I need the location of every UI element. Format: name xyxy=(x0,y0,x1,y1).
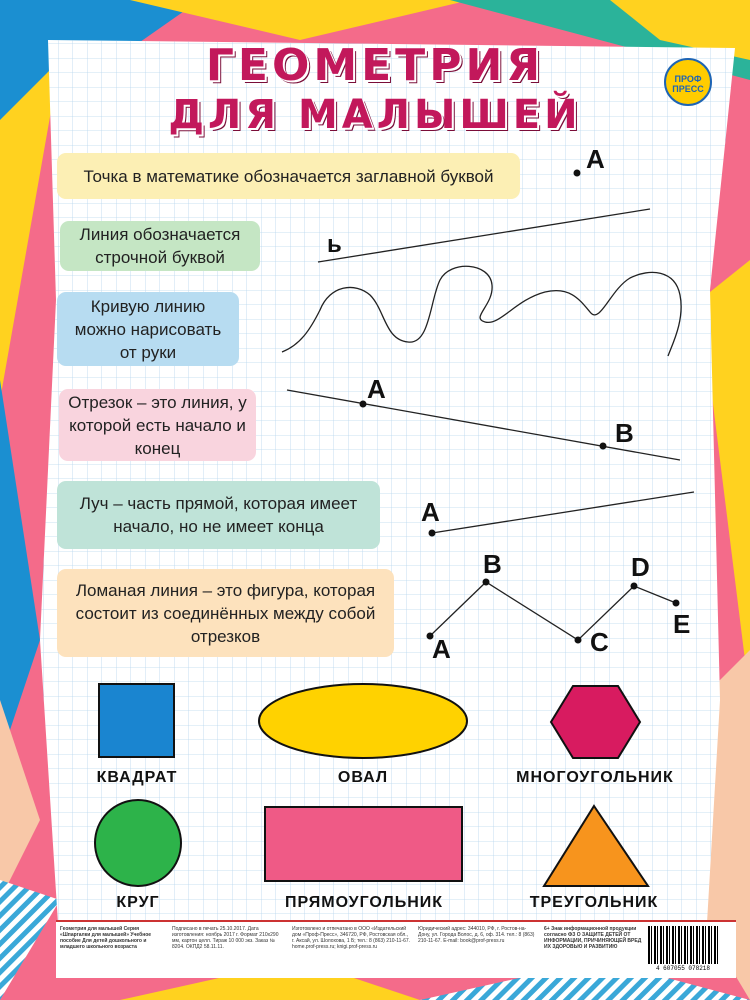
broken-line xyxy=(430,582,676,640)
ray-line xyxy=(432,492,694,533)
imprint-col-5: 6+ Знак информационной продукции согласно ФЗ О ЗАЩИТЕ ДЕТЕЙ ОТ ИНФОРМАЦИИ, ПРИЧИНЯЮЩЕЙ ВРЕД ИХ ЗДОРОВЬЮ И РАЗВИТИЮ xyxy=(544,926,642,950)
segment-point-b xyxy=(600,443,607,450)
poly-label-b: B xyxy=(483,549,502,579)
title-line-2: ДЛЯ МАЛЫШЕЙ xyxy=(168,92,582,138)
barcode xyxy=(648,926,718,964)
poly-label-e: E xyxy=(673,609,691,639)
imprint-col-3: Изготовлено и отпечатано в ООО «Издательский дом «Проф-Пресс», 346720, РФ, Ростовская обл., г. Аксай, ул. Шолохова, 1 Б; тел.: 8 (863) 210-11-67. home.prof-press.ru; knigi.prof-press.ru xyxy=(292,926,411,950)
triangle-label: ТРЕУГОЛЬНИК xyxy=(529,894,659,911)
poly-label-a: A xyxy=(432,634,451,664)
imprint-col-1: Геометрия для малышей Серия «Шпаргалки для малышей» Учебное пособие Для детей дошкольного и младшего школьного возраста xyxy=(60,926,152,950)
poly-point-b xyxy=(483,579,490,586)
polygon-label: МНОГОУГОЛЬНИК xyxy=(516,769,674,786)
square-label: КВАДРАТ xyxy=(96,769,178,786)
line-b xyxy=(318,209,650,262)
poly-label-c: C xyxy=(590,627,609,657)
polygon-shape xyxy=(551,686,640,758)
line-label-b: ь xyxy=(327,231,342,258)
imprint-col-4: Юридический адрес: 344010, РФ, г. Ростов-на-Дону, ул. Города Волос, д. 6, оф. 314. тел.: 8 (863) 210-11-67. E-mail: book@prof-press.ru xyxy=(418,926,535,944)
point-label-a: A xyxy=(586,144,605,174)
ray-label-a: A xyxy=(421,497,440,527)
imprint-col-2: Подписано в печать 25.10.2017. Дата изготовления: ноябрь 2017 г. Формат 210х290 мм, картон целл. Тираж 10 000 экз. Заказ № 8204. ОКПД2 58.11.11. xyxy=(172,926,279,950)
segment-label-b: B xyxy=(615,418,634,448)
oval-label: ОВАЛ xyxy=(337,769,389,786)
definition-ray: Луч – часть прямой, которая имеет начало, но не имеет конца xyxy=(57,481,380,549)
definition-segment: Отрезок – это линия, у которой есть начало и конец xyxy=(59,389,256,461)
publisher-logo: ПРОФ ПРЕСС xyxy=(664,58,712,106)
poly-point-d xyxy=(631,583,638,590)
segment-label-a: A xyxy=(367,374,386,404)
circle-shape xyxy=(95,800,181,886)
triangle-shape xyxy=(544,806,648,886)
definition-curve: Кривую линию можно нарисовать от руки xyxy=(57,292,239,366)
definition-polyline: Ломаная линия – это фигура, которая состоит из соединённых между собой отрезков xyxy=(57,569,394,657)
rectangle-label: ПРЯМОУГОЛЬНИК xyxy=(284,894,444,911)
square-shape xyxy=(99,684,174,757)
definition-point: Точка в математике обозначается заглавной буквой xyxy=(57,153,520,199)
segment-point-a xyxy=(360,401,367,408)
ray-point-a xyxy=(429,530,436,537)
rectangle-shape xyxy=(265,807,462,881)
barcode-number: 4 607055 078218 xyxy=(655,965,710,972)
point-a-dot xyxy=(574,170,581,177)
poly-point-e xyxy=(673,600,680,607)
poly-label-d: D xyxy=(631,552,650,582)
oval-shape xyxy=(259,684,467,758)
free-curve xyxy=(282,266,681,356)
definition-line: Линия обозначается строчной буквой xyxy=(60,221,260,271)
poly-point-c xyxy=(575,637,582,644)
circle-label: КРУГ xyxy=(116,894,160,911)
title-line-1: ГЕОМЕТРИЯ xyxy=(205,40,545,91)
imprint-footer xyxy=(56,920,736,978)
